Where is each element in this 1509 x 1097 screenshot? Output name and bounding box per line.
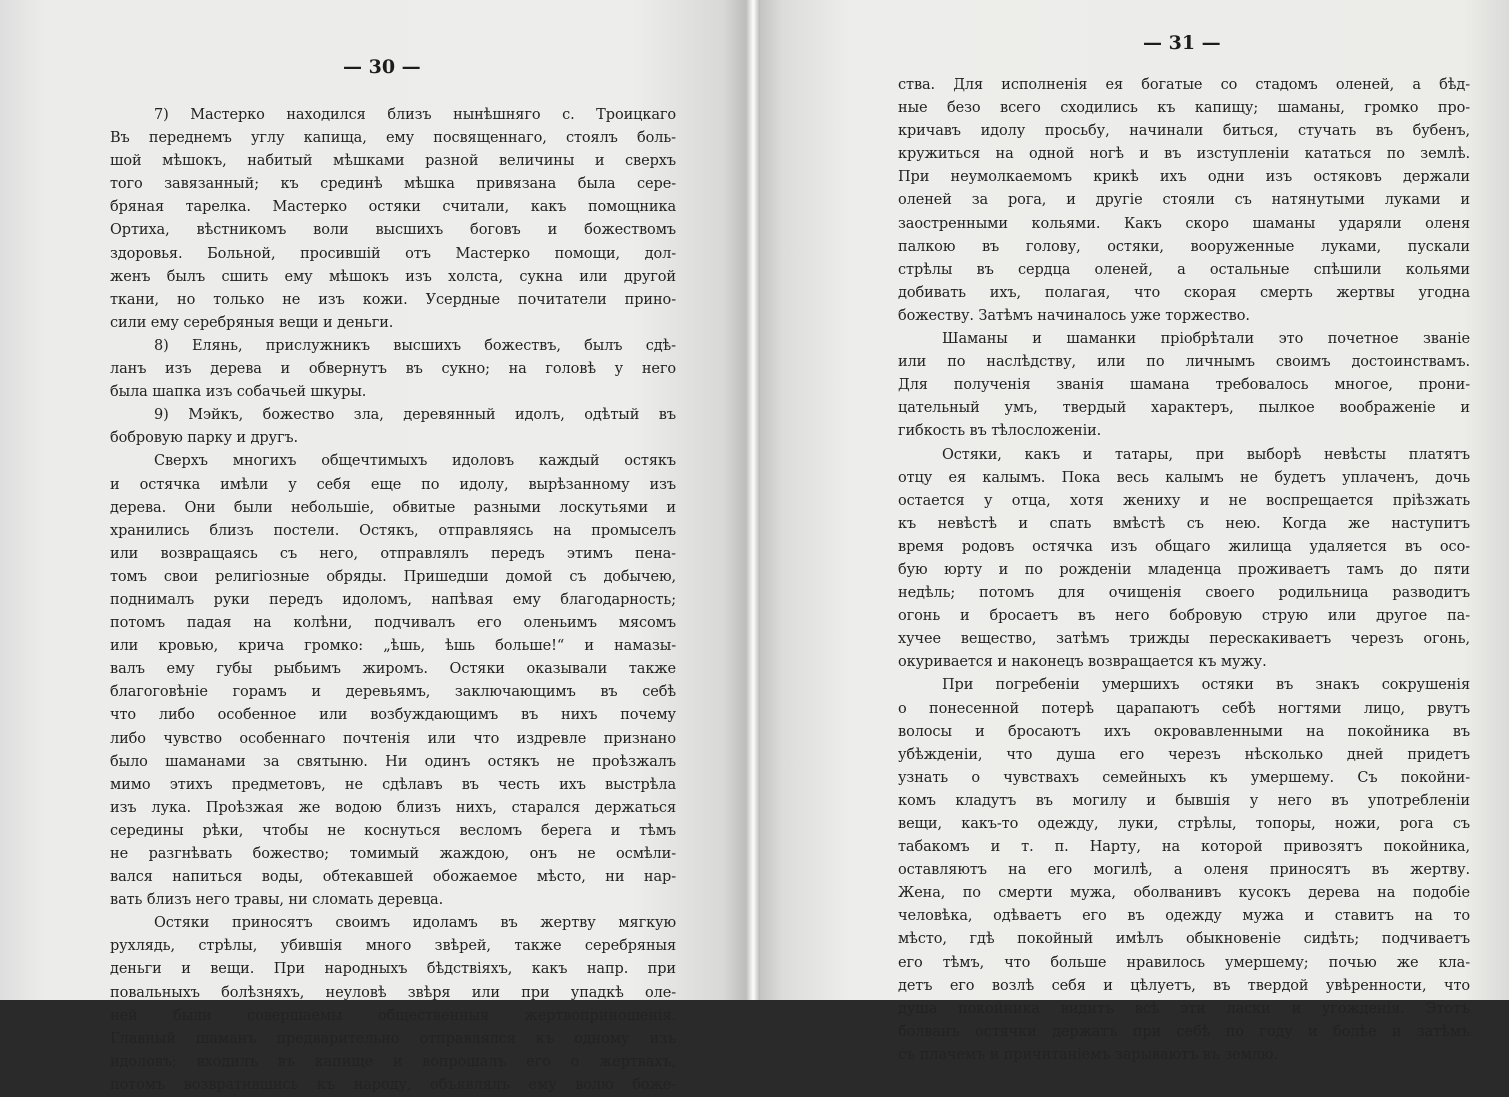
text-line: детъ его возлѣ себя и цѣлуетъ, въ твердой увѣренности, что xyxy=(898,977,1470,994)
text-line: хучее вещество, затѣмъ трижды перескакиваетъ черезъ огонь, xyxy=(898,631,1470,648)
text-line: Главный шаманъ предварительно отправлялся къ одному изъ xyxy=(110,1030,676,1047)
text-line: бобровую парку и другъ. xyxy=(110,430,299,447)
text-line: божеству. Затѣмъ начиналось уже торжество. xyxy=(898,307,1250,324)
text-line: сили ему серебряныя вещи и деньги. xyxy=(110,314,394,331)
text-line: женъ былъ сшить ему мѣшокъ изъ холста, сукна или другой xyxy=(110,268,676,285)
text-line: или по наслѣдству, или по личнымъ своимъ достоинствамъ. xyxy=(898,354,1470,371)
text-line: При неумолкаемомъ крикѣ ихъ одни изъ остяковъ держали xyxy=(898,169,1470,186)
text-line: стрѣлы въ сердца оленей, а остальные спѣшили кольями xyxy=(898,261,1470,278)
text-line: табакомъ и т. п. Нарту, на которой привозятъ покойника, xyxy=(898,839,1470,856)
text-line: деньги и вещи. При народныхъ бѣдствіяхъ, какъ напр. при xyxy=(110,961,676,978)
text-line: либо чувство особеннаго почтенія или что издревле признано xyxy=(110,730,676,747)
text-line: Сверхъ многихъ общечтимыхъ идоловъ каждый остякъ xyxy=(154,453,676,470)
text-line: Шаманы и шаманки пріобрѣтали это почетное званіе xyxy=(942,331,1470,348)
text-line: ней были совершаемы общественныя жертвоприношенія. xyxy=(110,1007,676,1024)
text-line: окуривается и наконецъ возвращается къ мужу. xyxy=(898,654,1267,671)
text-line: недѣль; потомъ для очищенія своего родильница разводитъ xyxy=(898,585,1470,602)
text-line: того завязанный; къ срединѣ мѣшка привязана была сере- xyxy=(110,176,676,193)
text-line: его тѣмъ, что больше нравилось умершему; почью же кла- xyxy=(898,954,1470,971)
text-line: болванъ остячки держатъ при себѣ по году и болѣе и затѣмъ xyxy=(898,1023,1470,1040)
text-line: гибкость въ тѣлосложеніи. xyxy=(898,423,1102,440)
text-line: мѣсто, гдѣ покойный имѣлъ обыкновеніе сидѣть; подчиваетъ xyxy=(898,931,1470,948)
text-line: вать близъ него травы, ни сломать деревца. xyxy=(110,892,444,909)
text-line: комъ кладутъ въ могилу и бывшія у него въ употребленіи xyxy=(898,792,1470,809)
text-line: огонь и бросаетъ въ него бобровую струю или другое па- xyxy=(898,608,1470,625)
text-line: кружиться на одной ногѣ и въ изступленіи кататься по землѣ. xyxy=(898,146,1470,163)
text-line: идоловъ; входилъ въ капище и вопрошалъ его о жертвахъ, xyxy=(110,1053,676,1070)
right-page-number: — 31 — xyxy=(1143,32,1221,54)
text-line: При погребеніи умершихъ остяки въ знакъ сокрушенія xyxy=(942,677,1470,694)
text-line: валъ ему губы рыбьимъ жиромъ. Остяки оказывали также xyxy=(110,661,676,678)
text-line: поднималъ руки передъ идоломъ, напѣвая ему благодарность; xyxy=(110,591,676,608)
text-line: ткани, но только не изъ кожи. Усердные почитатели прино- xyxy=(110,291,676,308)
text-line: Остяки, какъ и татары, при выборѣ невѣсты платятъ xyxy=(942,446,1470,463)
text-line: была шапка изъ собачьей шкуры. xyxy=(110,384,367,401)
right-page-text xyxy=(898,74,1470,1067)
text-line: Въ переднемъ углу капища, ему посвященнаго, стоялъ боль- xyxy=(110,130,676,147)
text-line: потомъ возвратившись къ народу, объявлялъ ему волю боже- xyxy=(110,1076,676,1093)
text-line: повальныхъ болѣзняхъ, неуловѣ звѣря или при упадкѣ оле- xyxy=(110,984,676,1001)
text-line: или возвращаясь съ него, отправлялъ передъ этимъ пена- xyxy=(110,545,676,562)
text-line: благоговѣніе горамъ и деревьямъ, заключающимъ въ себѣ xyxy=(110,684,676,701)
text-line: ства. Для исполненія ея богатые со стадомъ оленей, а бѣд- xyxy=(898,77,1470,93)
text-line: не разгнѣвать божество; томимый жаждою, онъ не осмѣли- xyxy=(110,846,676,862)
text-line: рухлядь, стрѣлы, убившія много звѣрей, также серебряныя xyxy=(110,938,676,955)
text-line: хранились близъ постели. Остякъ, отправляясь на промыселъ xyxy=(110,522,676,539)
text-line: Ортиха, вѣстникомъ воли высшихъ боговъ и божествомъ xyxy=(110,222,676,239)
text-line: узнать о чувствахъ семейныхъ къ умершему. Съ покойни- xyxy=(898,769,1470,786)
text-line: человѣка, одѣваетъ его въ одежду мужа и ставитъ на то xyxy=(898,908,1470,925)
text-line: къ невѣстѣ и спать вмѣстѣ съ нею. Когда же наступитъ xyxy=(898,515,1470,532)
right-page xyxy=(760,0,1509,1063)
text-line: остается у отца, хотя жениху и не воспрещается пріѣзжать xyxy=(898,492,1470,509)
text-line: Жена, по смерти мужа, оболванивъ кусокъ дерева на подобіе xyxy=(898,885,1470,902)
text-line: Для полученія званія шамана требовалось многое, прони- xyxy=(898,377,1470,394)
text-line: время родовъ остячка изъ общаго жилища удаляется въ осо- xyxy=(898,538,1470,555)
text-line: томъ свои религіозные обряды. Пришедши домой съ добычею, xyxy=(110,568,676,585)
text-line: ланъ изъ дерева и обвернутъ въ сукно; на головѣ у него xyxy=(110,361,676,378)
text-line: шой мѣшокъ, набитый мѣшками разной величины и сверхъ xyxy=(110,153,676,170)
text-line: бую юрту и по рожденіи младенца проживаетъ тамъ до пяти xyxy=(898,561,1470,578)
text-line: цательный умъ, твердый характеръ, пылкое воображеніе и xyxy=(898,400,1470,417)
text-line: палкою въ голову, остяки, вооруженные луками, пускали xyxy=(898,238,1470,255)
text-line: здоровья. Больной, просившій отъ Мастерко помощи, дол- xyxy=(110,245,676,262)
text-line: мимо этихъ предметовъ, не сдѣлавъ въ честь ихъ выстрѣла xyxy=(110,776,676,793)
text-line: убѣжденіи, что душа его черезъ нѣсколько дней придетъ xyxy=(898,746,1470,763)
text-line: дерева. Они были небольшіе, обвитые разными лоскутьями и xyxy=(110,499,676,516)
text-line: что либо особенное или возбуждающимъ въ нихъ почему xyxy=(110,707,676,724)
text-line: потомъ падая на колѣни, подчивалъ его оленьимъ мясомъ xyxy=(110,615,676,632)
text-line: ные безо всего сходились къ капищу; шаманы, громко про- xyxy=(898,100,1470,117)
text-line: добивать ихъ, полагая, что скорая смерть жертвы угодна xyxy=(898,284,1470,301)
text-line: 9) Мэйкъ, божество зла, деревянный идолъ, одѣтый въ xyxy=(154,407,676,424)
text-line: оставляютъ на его могилѣ, а оленя приносятъ въ жертву. xyxy=(898,862,1470,879)
text-line: 7) Мастерко находился близъ нынѣшняго с. Троицкаго xyxy=(154,107,676,123)
text-line: Остяки приносятъ своимъ идоламъ въ жертву мягкую xyxy=(154,915,676,932)
text-line: или кровью, крича громко: „ѣшь, ѣшь больше!“ и намазы- xyxy=(110,638,676,655)
text-line: заостренными кольями. Какъ скоро шаманы ударяли оленя xyxy=(898,215,1470,232)
text-line: оленей за рога, и другіе стояли съ натянутыми луками и xyxy=(898,192,1470,209)
text-line: душа покойника видитъ всѣ эти ласки и угожденія. Этотъ xyxy=(898,1000,1470,1017)
text-line: середины рѣки, чтобы не коснуться весломъ берега и тѣмъ xyxy=(110,822,676,839)
text-line: волосы и бросаютъ ихъ окровавленными на покойника въ xyxy=(898,723,1470,740)
text-line: кричавъ идолу просьбу, начинали биться, стучать въ бубенъ, xyxy=(898,123,1470,140)
text-line: 8) Елянь, прислужникъ высшихъ божествъ, былъ сдѣ- xyxy=(154,337,676,354)
text-line: и остячка имѣли у себя еще по идолу, вырѣзанному изъ xyxy=(110,476,676,493)
text-line: съ плачемъ и причитаніемъ зарываютъ въ землю. xyxy=(898,1046,1278,1063)
left-page-number: — 30 — xyxy=(343,56,421,78)
text-line: было шаманами за святыню. Ни одинъ остякъ не проѣзжалъ xyxy=(110,753,676,770)
book-gutter xyxy=(746,0,760,1000)
text-line: вещи, какъ-то одежду, луки, стрѣлы, топоры, ножи, рога съ xyxy=(898,816,1470,832)
left-page xyxy=(0,0,746,1093)
text-line: изъ лука. Проѣзжая же водою близъ нихъ, старался держаться xyxy=(110,799,676,816)
text-line: о понесенной потерѣ царапаютъ себѣ ногтями лицо, рвутъ xyxy=(898,700,1470,717)
text-line: отцу ея калымъ. Пока весь калымъ не будетъ уплаченъ, дочь xyxy=(898,469,1470,486)
text-line: вался напиться воды, обтекавшей обожаемое мѣсто, ни нар- xyxy=(110,869,676,886)
text-line: бряная тарелка. Мастерко остяки считали, какъ помощника xyxy=(110,199,676,216)
left-page-text xyxy=(110,104,676,1097)
